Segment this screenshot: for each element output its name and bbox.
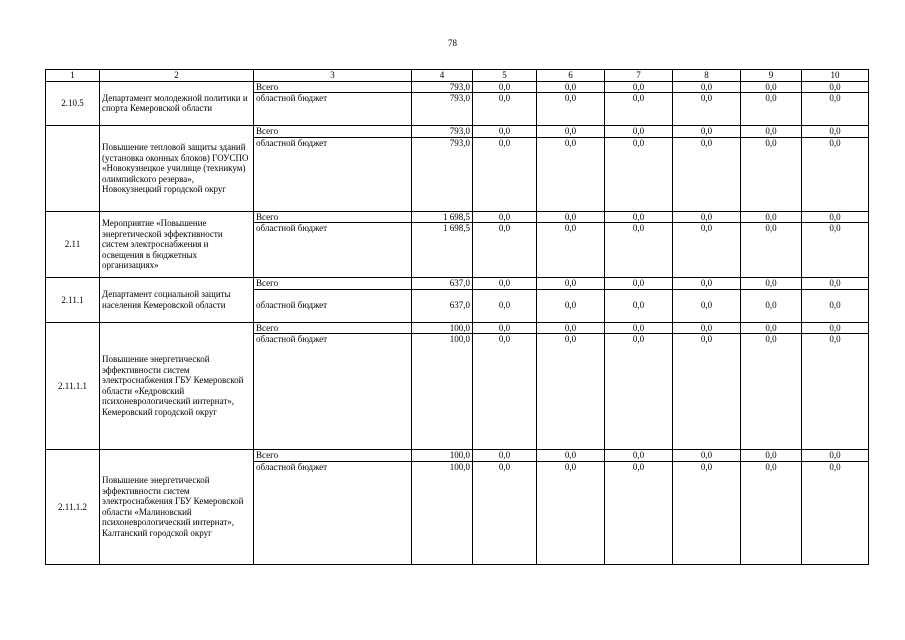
header-cell: 3 — [254, 70, 412, 82]
value-cell: 0,0 — [802, 334, 869, 450]
value-cell: 1 698,5 — [412, 211, 473, 223]
value-cell: 0,0 — [537, 211, 605, 223]
value-cell: 0,0 — [473, 289, 537, 322]
funding-source: областной бюджет — [254, 334, 412, 450]
value-cell: 0,0 — [473, 223, 537, 278]
value-cell: 793,0 — [412, 81, 473, 93]
value-cell: 100,0 — [412, 461, 473, 564]
value-cell: 0,0 — [673, 81, 741, 93]
value-cell: 0,0 — [473, 461, 537, 564]
value-cell: 0,0 — [605, 278, 673, 290]
value-cell: 0,0 — [802, 461, 869, 564]
value-cell: 0,0 — [537, 137, 605, 211]
value-cell: 0,0 — [741, 223, 802, 278]
value-cell: 0,0 — [673, 211, 741, 223]
header-cell: 5 — [473, 70, 537, 82]
value-cell: 0,0 — [605, 289, 673, 322]
value-cell: 0,0 — [673, 223, 741, 278]
value-cell: 100,0 — [412, 450, 473, 462]
header-cell: 10 — [802, 70, 869, 82]
budget-table — [45, 69, 869, 565]
value-cell: 0,0 — [473, 93, 537, 126]
header-cell: 6 — [537, 70, 605, 82]
value-cell: 0,0 — [741, 211, 802, 223]
row-code: 2.11.1.2 — [46, 450, 100, 565]
value-cell: 0,0 — [741, 289, 802, 322]
value-cell: 0,0 — [537, 461, 605, 564]
header-cell: 7 — [605, 70, 673, 82]
value-cell: 0,0 — [741, 334, 802, 450]
funding-source: Всего — [254, 278, 412, 290]
funding-source: областной бюджет — [254, 223, 412, 278]
value-cell: 0,0 — [802, 223, 869, 278]
value-cell: 0,0 — [802, 289, 869, 322]
value-cell: 0,0 — [537, 289, 605, 322]
value-cell: 0,0 — [741, 278, 802, 290]
page-number: 78 — [448, 38, 457, 48]
table-row — [46, 322, 869, 334]
value-cell: 0,0 — [605, 450, 673, 462]
value-cell: 0,0 — [605, 211, 673, 223]
row-name: Мероприятие «Повышение энергетической эффективности систем электроснабжения и освещения в бюджетных организациях» — [100, 211, 254, 278]
table-row — [46, 450, 869, 462]
value-cell: 0,0 — [673, 93, 741, 126]
funding-source: Всего — [254, 126, 412, 138]
value-cell: 0,0 — [473, 322, 537, 334]
value-cell: 100,0 — [412, 334, 473, 450]
funding-source: областной бюджет — [254, 137, 412, 211]
table-row — [46, 126, 869, 138]
header-cell: 9 — [741, 70, 802, 82]
funding-source: областной бюджет — [254, 289, 412, 322]
value-cell: 0,0 — [605, 322, 673, 334]
value-cell: 0,0 — [673, 461, 741, 564]
value-cell: 1 698,5 — [412, 223, 473, 278]
value-cell: 0,0 — [673, 450, 741, 462]
table-row — [46, 81, 869, 93]
row-name: Повышение тепловой защиты зданий (установка оконных блоков) ГОУСПО «Новокузнецкое училище (техникум) олимпийского резерва», Новокузнецкий городской округ — [100, 126, 254, 212]
funding-source: Всего — [254, 322, 412, 334]
funding-source: Всего — [254, 81, 412, 93]
value-cell: 0,0 — [473, 126, 537, 138]
row-name: Департамент молодежной политики и спорта Кемеровской области — [100, 81, 254, 126]
value-cell: 0,0 — [537, 81, 605, 93]
value-cell: 793,0 — [412, 137, 473, 211]
header-cell: 2 — [100, 70, 254, 82]
value-cell: 0,0 — [741, 461, 802, 564]
value-cell: 0,0 — [537, 278, 605, 290]
value-cell: 0,0 — [673, 126, 741, 138]
value-cell: 637,0 — [412, 289, 473, 322]
value-cell: 0,0 — [605, 223, 673, 278]
value-cell: 793,0 — [412, 126, 473, 138]
value-cell: 0,0 — [802, 137, 869, 211]
table-row — [46, 278, 869, 290]
row-code: 2.11.1 — [46, 278, 100, 323]
value-cell: 0,0 — [605, 81, 673, 93]
value-cell: 0,0 — [802, 81, 869, 93]
value-cell: 0,0 — [473, 278, 537, 290]
header-row — [46, 70, 869, 82]
value-cell: 0,0 — [741, 93, 802, 126]
value-cell: 100,0 — [412, 322, 473, 334]
row-code: 2.10.5 — [46, 81, 100, 126]
value-cell: 0,0 — [605, 126, 673, 138]
value-cell: 0,0 — [537, 93, 605, 126]
row-code: 2.11.1.1 — [46, 322, 100, 450]
table-row — [46, 211, 869, 223]
value-cell: 637,0 — [412, 278, 473, 290]
value-cell: 0,0 — [802, 450, 869, 462]
row-code — [46, 126, 100, 212]
value-cell: 0,0 — [673, 278, 741, 290]
row-code: 2.11 — [46, 211, 100, 278]
value-cell: 0,0 — [673, 334, 741, 450]
funding-source: областной бюджет — [254, 461, 412, 564]
value-cell: 0,0 — [605, 461, 673, 564]
row-name: Повышение энергетической эффективности систем электроснабжения ГБУ Кемеровской области «Кедровский психоневрологический интернат», Кемеровский городской округ — [100, 322, 254, 450]
row-name: Повышение энергетической эффективности систем электроснабжения ГБУ Кемеровской области «Малиновский психоневрологический интернат», Калтанский городской округ — [100, 450, 254, 565]
header-cell: 4 — [412, 70, 473, 82]
value-cell: 0,0 — [605, 137, 673, 211]
value-cell: 0,0 — [537, 450, 605, 462]
value-cell: 0,0 — [473, 211, 537, 223]
value-cell: 0,0 — [473, 81, 537, 93]
value-cell: 0,0 — [605, 93, 673, 126]
value-cell: 0,0 — [473, 450, 537, 462]
value-cell: 0,0 — [473, 137, 537, 211]
value-cell: 0,0 — [741, 126, 802, 138]
row-name: Департамент социальной защиты населения Кемеровской области — [100, 278, 254, 323]
value-cell: 0,0 — [802, 278, 869, 290]
value-cell: 793,0 — [412, 93, 473, 126]
value-cell: 0,0 — [537, 334, 605, 450]
header-cell: 8 — [673, 70, 741, 82]
value-cell: 0,0 — [802, 93, 869, 126]
value-cell: 0,0 — [473, 334, 537, 450]
value-cell: 0,0 — [741, 137, 802, 211]
value-cell: 0,0 — [537, 322, 605, 334]
funding-source: областной бюджет — [254, 93, 412, 126]
value-cell: 0,0 — [802, 211, 869, 223]
value-cell: 0,0 — [741, 450, 802, 462]
value-cell: 0,0 — [741, 81, 802, 93]
value-cell: 0,0 — [673, 322, 741, 334]
header-cell: 1 — [46, 70, 100, 82]
value-cell: 0,0 — [673, 137, 741, 211]
value-cell: 0,0 — [537, 223, 605, 278]
value-cell: 0,0 — [537, 126, 605, 138]
funding-source: Всего — [254, 450, 412, 462]
value-cell: 0,0 — [802, 322, 869, 334]
value-cell: 0,0 — [605, 334, 673, 450]
value-cell: 0,0 — [741, 322, 802, 334]
value-cell: 0,0 — [802, 126, 869, 138]
value-cell: 0,0 — [673, 289, 741, 322]
funding-source: Всего — [254, 211, 412, 223]
